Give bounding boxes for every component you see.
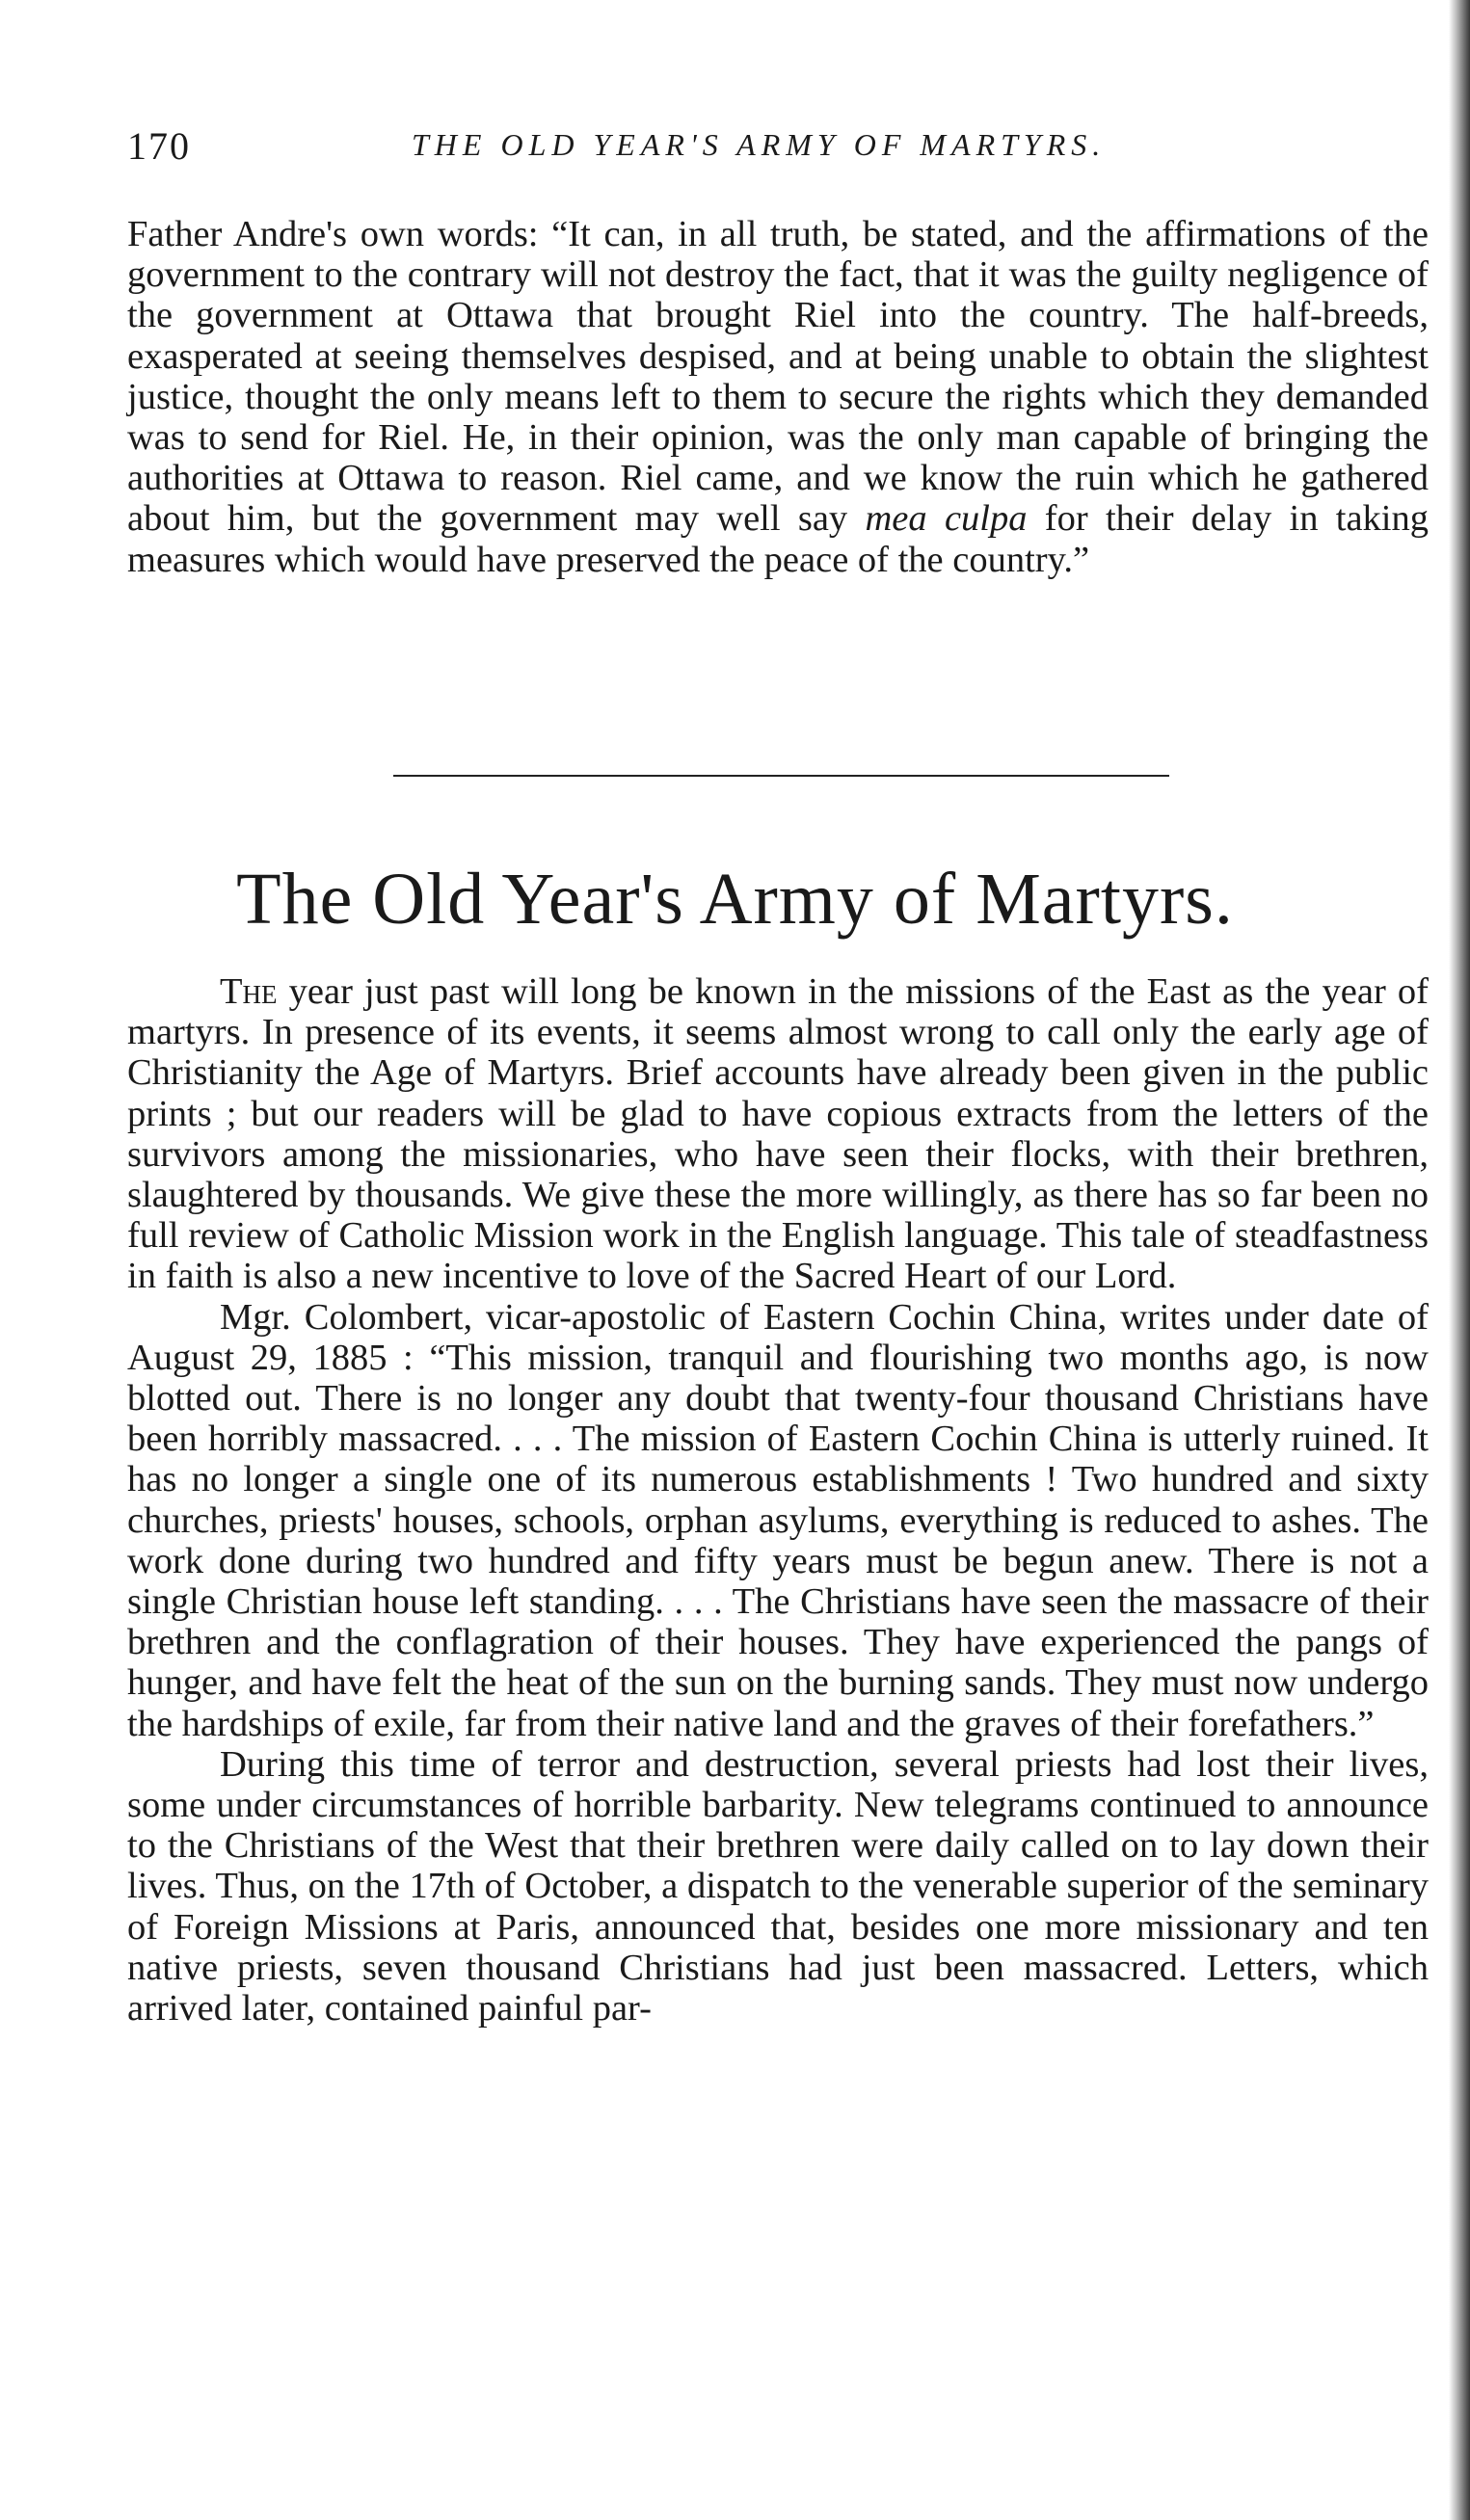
page-edge-shadow [1449, 0, 1470, 2520]
article-body [127, 971, 1429, 2029]
paragraph-1 [127, 971, 1429, 1297]
lead-text: Father Andre's own words: “It can, in all truth, be stated, and the affirmations of the government to the contrary will not destroy the fact, that it was the guilty negligence of the government at Ottawa that brought Riel into the country. The half-breeds, exasperated at seeing themselves despised, and at being unable to obtain the slightest justice, thought the only means left to them to secure the rights which they demanded was to send for Riel. He, in their opinion, was the only man capable of bringing the authorities at Ottawa to reason. Riel came, and we know the ruin which he gathered about him, but the government may well say [127, 214, 1429, 540]
lead-paragraph [127, 214, 1429, 580]
paragraph-1-text: year just past will long be known in the missions of the East as the year of martyrs. In presence of its events, it seems almost wrong to call only the early age of Christianity the Age of Martyrs. Brief accounts have already been given in the public prints ; but our readers will be glad to have copious extracts from the letters of the survivors among the missionaries, who have seen their flocks, with their brethren, slaughtered by thousands. We give these the more willingly, as there has so far been no full review of Catholic Mission work in the English language. This tale of steadfastness in faith is also a new incentive to love of the Sacred Heart of our Lord. [127, 971, 1429, 1297]
paragraph-2: Mgr. Colombert, vicar-apostolic of Eastern Cochin China, writes under date of August 29, 1885 : “This mission, tranquil and flourishing two months ago, is now blotted out. There is no longer any doubt that twenty-four thousand Christians have been horribly massacred. . . . The mission of Eastern Cochin China is utterly ruined. It has no longer a single one of its numerous establishments ! Two hundred and sixty churches, priests' houses, schools, orphan asylums, everything is reduced to ashes. The work done during two hundred and fifty years must be begun anew. There is not a single Christian house left standing. . . . The Christians have seen the massacre of their brethren and the conflagration of their houses. They have experienced the pangs of hunger, and have felt the heat of the sun on the burning sands. They must now undergo the hardships of exile, far from their native land and the graves of their forefathers.” [127, 1296, 1429, 1744]
running-title: THE OLD YEAR'S ARMY OF MARTYRS. [412, 127, 1107, 162]
paragraph-1-opening-word: The [220, 971, 278, 1012]
lead-text-tail: for their delay in taking measures which would have preserved the peace of the country.” [127, 498, 1429, 580]
paragraph-3: During this time of terror and destruction, several priests had lost their lives, some under circumstances of horrible barbarity. New telegrams continued to announce to the Christians of the West that their brethren were daily called on to lay down their lives. Thus, on the 17th of October, a dispatch to the venerable superior of the seminary of Foreign Missions at Paris, announced that, besides one more missionary and ten native priests, seven thousand Christians had just been massacred. Letters, which arrived later, contained painful par- [127, 1743, 1429, 2029]
section-divider [393, 775, 1169, 777]
running-head [127, 123, 1438, 172]
lead-paragraph-block [127, 214, 1429, 580]
lead-italic-phrase: mea culpa [865, 498, 1028, 540]
article-title: The Old Year's Army of Martyrs. [236, 859, 1234, 940]
page-number: 170 [127, 124, 191, 168]
